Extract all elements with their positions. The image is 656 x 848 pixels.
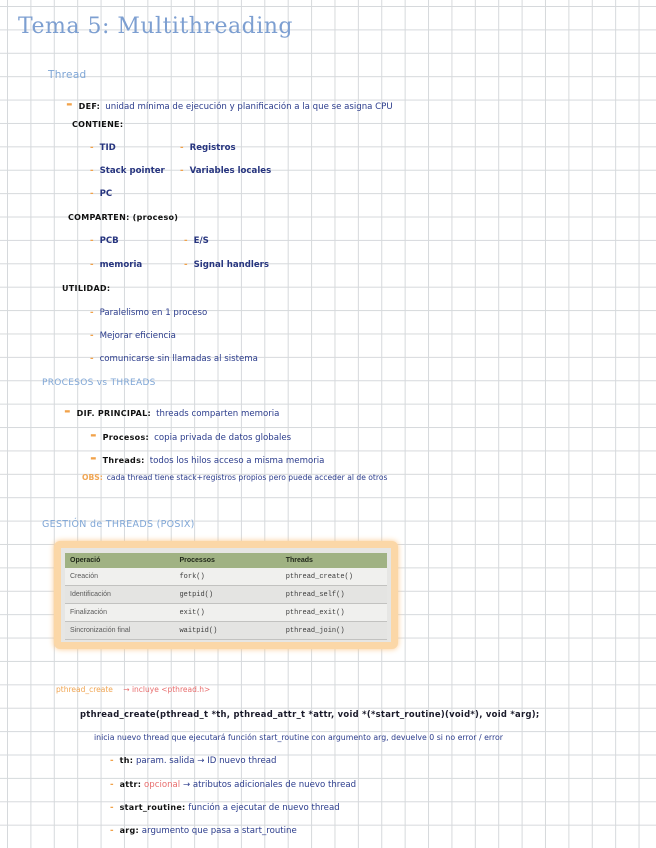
contiene-item: - Variables locales — [180, 166, 272, 176]
comparten-label: COMPARTEN: (proceso) — [68, 213, 179, 222]
dif-principal-line: - DIF. PRINCIPAL: threads comparten memoria — [64, 401, 280, 420]
page-title: Tema 5: Multithreading — [18, 14, 293, 39]
table-row: Identificación getpid() pthread_self() — [65, 586, 387, 604]
table-header: Operació — [65, 553, 174, 568]
table-row: Sincronización final waitpid() pthread_join() — [65, 622, 387, 640]
obs-line: OBS: cada thread tiene stack+registros propios pero puede acceder al de otros — [82, 473, 388, 482]
def-label: DEF: — [78, 102, 101, 111]
procesos-line: - Procesos: copia privada de datos globales — [90, 425, 292, 444]
pthread-create-description: inicia nuevo thread que ejecutará función start_routine con argumento arg, devuelve 0 si no error / error — [94, 733, 503, 742]
comparten-item: - PCB — [90, 236, 119, 246]
utilidad-item: - Paralelismo en 1 proceso — [90, 308, 208, 318]
table-row: Finalización exit() pthread_exit() — [65, 604, 387, 622]
threads-line: - Threads: todos los hilos acceso a misma memoria — [90, 448, 325, 467]
param-item: - arg: argumento que pasa a start_routine — [110, 826, 297, 836]
pthread-create-heading: pthread_create → incluye <pthread.h> — [56, 685, 211, 694]
utilidad-item: - Mejorar eficiencia — [90, 331, 176, 341]
utilidad-label: UTILIDAD: — [62, 284, 111, 293]
param-item: - attr: opcional → atributos adicionales de nuevo thread — [110, 780, 357, 790]
contiene-item: - TID — [90, 143, 116, 153]
contiene-item: - Registros — [180, 143, 236, 153]
section-heading-thread: Thread — [48, 69, 87, 81]
bullet-dash-icon: - — [66, 94, 73, 113]
table-row: Creación fork() pthread_create() — [65, 568, 387, 586]
comparten-item: - Signal handlers — [184, 260, 270, 270]
section-heading-gestion: GESTIÓN de THREADS (POSIX) — [42, 519, 195, 530]
table-header: Threads — [281, 553, 387, 568]
table-header: Processos — [174, 553, 280, 568]
operations-table — [65, 553, 387, 640]
def-line — [66, 96, 393, 112]
def-text: unidad mínima de ejecución y planificación a la que se asigna CPU — [105, 102, 393, 112]
pasted-table-image — [54, 541, 398, 649]
contiene-item: - PC — [90, 189, 113, 199]
param-item: - start_routine: función a ejecutar de nuevo thread — [110, 803, 340, 813]
comparten-item: - E/S — [184, 236, 209, 246]
contiene-label: CONTIENE: — [72, 120, 124, 129]
utilidad-item: - comunicarse sin llamadas al sistema — [90, 354, 258, 364]
section-heading-procesos-vs-threads: PROCESOS vs THREADS — [42, 378, 156, 388]
param-item: - th: param. salida → ID nuevo thread — [110, 756, 277, 766]
comparten-item: - memoria — [90, 260, 143, 270]
pthread-create-signature: pthread_create(pthread_t *th, pthread_attr_t *attr, void *(*start_routine)(void*), void *arg); — [80, 709, 540, 719]
contiene-item: - Stack pointer — [90, 166, 165, 176]
